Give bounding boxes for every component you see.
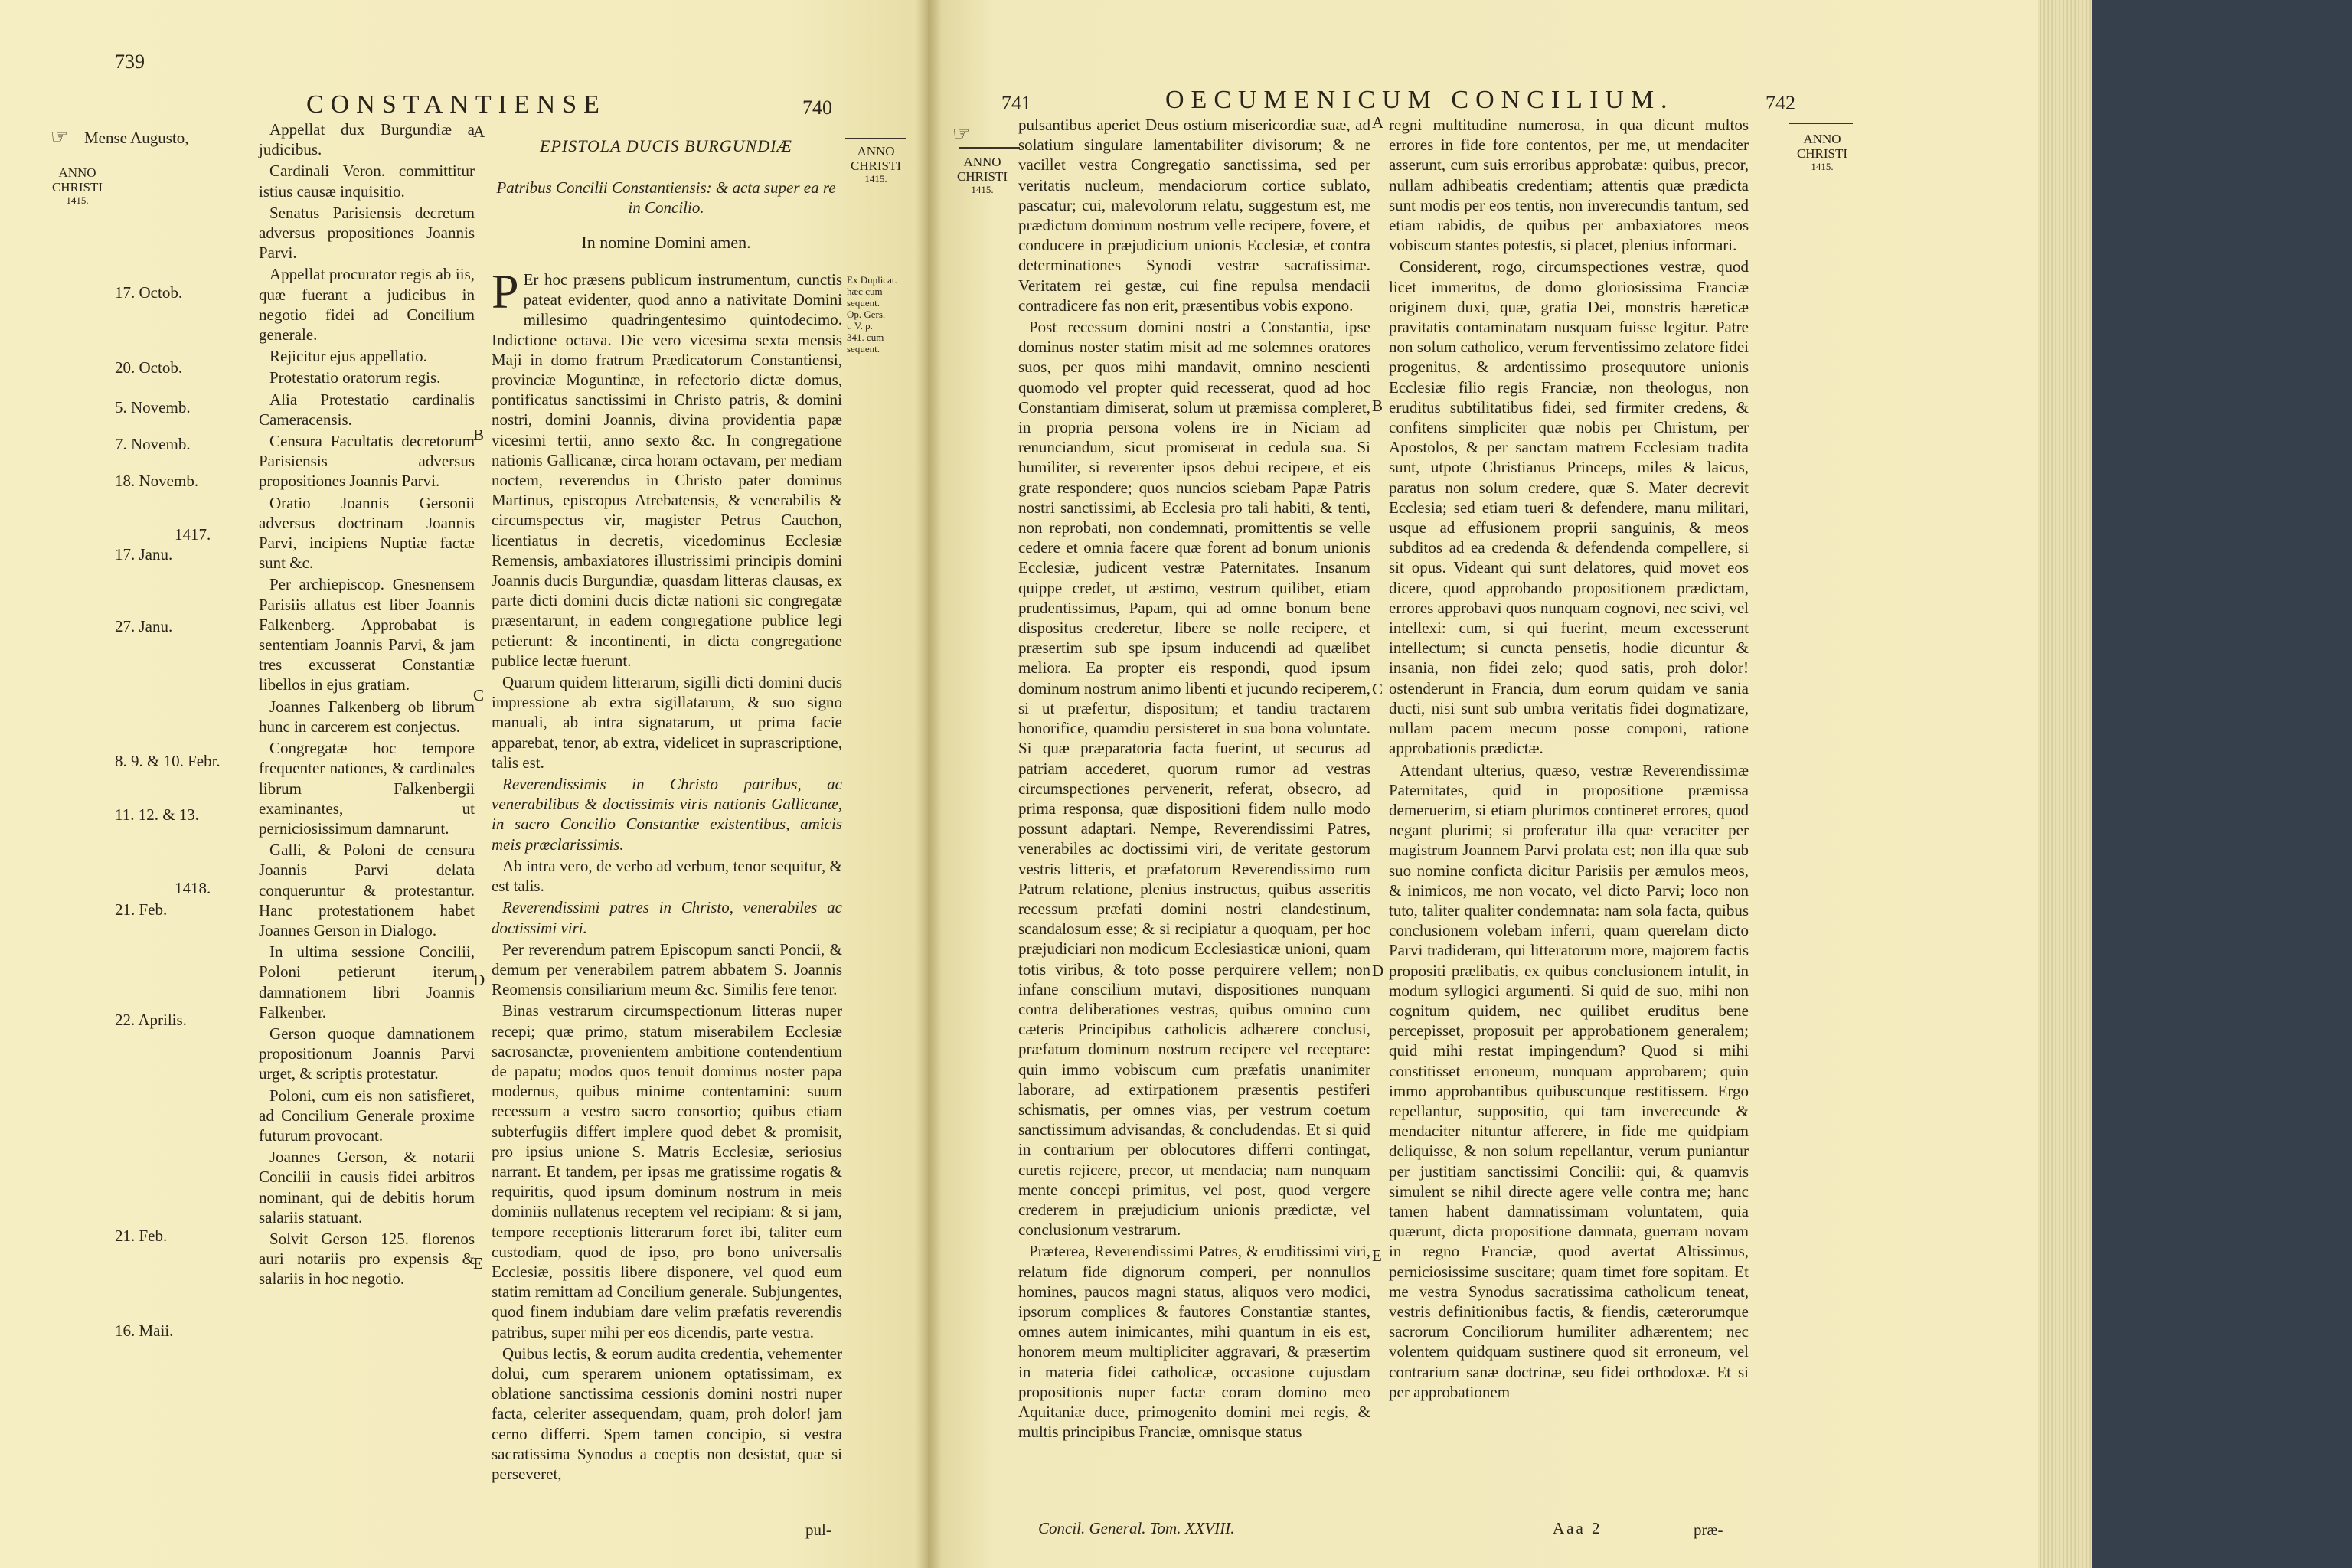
paragraph: Post recessum domini nostri a Constantia, ipse dominus noster statim misit ad me solemnes oratores suos, per quos mihi mandavit, omnino nescienti quomodo vel propter quid recesserat, quod ad hoc Constantiam dimiserat, solum ut præmissa compleret, in propria persona volens ire in Niciam ad renunciandum, sicut promiserat in cedula sua. Si humiliter, si reverenter ipsos debui recipere, et eis grate respondere; quos nuncios sciebam Papæ Patris nostri sanctissimi, ab Ecclesia pro tali habiti, & tenti, non reprobati, non condemnati, promittentis se velle cedere et omnia facere quæ forent ad bonum unionis Ecclesiæ, judicent vestræ Paternitates. Insanum quippe credet, ut æstimo, vestrum quilibet, etiam prudentissimus, Papam, qui ad omne bonum bene dispositus crederetur, libere se nolle recipere, et præsertim sub spe ipsum inducendi ad quælibet meliora. Ea propter eis respondi, quod ipsum dominum nostrum animo libenti et jucundo reciperem, si ut præfertur, dispositum; et tandiu tractarem honorifice, quamdiu persisteret in sua bona voluntate. Si quæ præparatoria facta fuerint, ut securus ad patriam accederet, quorum rumor ad vestras circumspectiones pervenerit, referat, obsecro, ad prima responsa, quæ dispositioni fidem nullo modo possunt adaptari. Nempe, Reverendissimi Patres, venerabiles ac doctissimi viri, de veritate gestorum vestris litteris, et præfatorum Reverendissimo rum Patrum relatione, plenius instructus, quibus asseritis recessum præfati domini nostri clandestinum, scandalosum esse; & si recipiatur a quoquam, per hoc præjudiciari non modicum Ecclesiasticæ unioni, quam totis viribus, & toto posse perquirere vellem; non infane conscilium mutavi, dispositiones nunquam contra deliberationes vestras, quibus omnino cum cæteris Principibus catholicis adhærere conclusi, præfatum dominum nostrum recipere vel receptare: quin immo vobiscum cum præfatis unanimiter laborare, ad extirpationem præsentis pestiferi schismatis, per omnes vias, per vestrum coetum sanctissimum advisandas, & concludendas. Et si quid in contrarium per oblocutores differri contingat, curetis rejicere, precor, ut mendacia; nam nunquam mente concepi primitus, vel post, quod vergere crederem in præjudicium unionis prædictæ, vel conclusionum vestrarum. — [1018, 318, 1370, 1240]
date-label: 17. Octob. — [115, 283, 183, 302]
summary-entry: Galli, & Poloni de censura Joannis Parvi delata conqueruntur & protestantur. Hanc protestationem habet Joannes Gerson in Dialogo. — [259, 841, 475, 939]
date-label: 7. Novemb. — [115, 435, 191, 453]
anno-christi-label: ANNO CHRISTI 1415. — [51, 165, 103, 206]
paragraph: Er hoc præsens publicum instrumentum, cunctis pateat evidenter, quod anno a nativitate Domini millesimo quadringentesimo quintodecimo. Indictione octava. Die vero vicesima sexta mensis Maji in domo fratrum Prædicatorum Constantiensi, provinciæ Moguntinæ, in refectorio dictæ domus, pontificatus sanctissimi in Christo patris, & domini nostri, domini Joannis, divina providentia papæ vicesimi tertii, anno sexto &c. In congregatione nationis Gallicanæ, circa horam octavam, per mediam noctem, reverendus in Christo pater dominus Martinus, episcopus Atrebatensis, & venerabilis & circumspectus vir, magister Petrus Cauchon, licentiatus in decretis, vicedominus Ecclesiæ Remensis, ambaxiatores illustrissimi principis domini Joannis ducis Burgundiæ, quasdam litteras clausas, ex parte dicti domini ducis dictæ nationi sic congregatæ præsentarunt, in eadem congregatione publice legi petierunt: & incontinenti, in dicta congregatione publice lectæ fuerunt. — [492, 270, 842, 670]
anno-christi-label: ANNO CHRISTI 1415. — [956, 155, 1008, 195]
margin-letter: E — [473, 1254, 483, 1272]
page-number: 741 — [1001, 92, 1031, 114]
paragraph: pulsantibus aperiet Deus ostium misericordiæ suæ, ad solatium singulare lamentabiliter divisorum; & ne vacillet vestra Congregatio sanctissima, sed per veritatis nucleum, mendaciorum cortice sublato, pascatur; cui, malevolorum relatu, suggestum est, me prædictum dominum nostrum velle recipere, fovere, et conducere in præjudicium unionis Ecclesiæ, et contra determinationes Synodi vestræ sacratissimæ. Veritatem rei gestæ, cui fine repulsa mendacii contradicere fas non erit, præsentibus vobis expono. — [1018, 116, 1370, 315]
date-label: 21. Feb. — [115, 900, 168, 919]
summary-entry: Appellat dux Burgundiæ a judicibus. — [259, 120, 475, 159]
summary-entry: Poloni, cum eis non satisfieret, ad Concilium Generale proxime futurum provocant. — [259, 1086, 475, 1145]
date-label: 5. Novemb. — [115, 398, 191, 416]
paragraph: Reverendissimi patres in Christo, venerabiles ac doctissimi viri. — [492, 898, 842, 937]
summary-entry: Senatus Parisiensis decretum adversus propositiones Joannis Parvi. — [259, 203, 475, 263]
summary-entry: Oratio Joannis Gersonii adversus doctrinam Joannis Parvi, incipiens Nuptiæ factæ sunt &c. — [259, 493, 475, 573]
paragraph: Per reverendum patrem Episcopum sancti Poncii, & demum per venerabilem patrem abbatem S. Joannis Reomensis consiliarium meum &c. Similis fere tenor. — [492, 939, 842, 999]
date-label: 22. Aprilis. — [115, 1011, 187, 1029]
margin-letter: E — [1372, 1246, 1382, 1265]
date-label: 1417. — [175, 525, 211, 544]
summary-entry: In ultima sessione Concilii, Poloni petierunt iterum damnationem libri Joannis Falkenber. — [259, 942, 475, 1021]
paragraph: Ab intra vero, de verbo ad verbum, tenor sequitur, & est talis. — [492, 856, 842, 896]
summary-entry: Censura Facultatis decretorum Parisiensis adversus propositiones Joannis Parvi. — [259, 432, 475, 491]
summary-entry: Gerson quoque damnationem propositionum Joannis Parvi urget, & scriptis protestatur. — [259, 1024, 475, 1083]
paragraph: regni multitudine numerosa, in qua dicunt multos errores in fide fore contentos, per me, ut mendaciter asserunt, cum suis erroribus approbatæ: quibus, precor, nullam adhibeatis credentiam; attentis quæ prædicta sunt modis per eos tentis, non inverecundis tantum, sed etiam rabidis, de quibus per ambaxiatores meos vobiscum stantes potestis, si placet, plenius informari. — [1389, 116, 1749, 255]
side-note: Ex Duplicat. hæc cum sequent. Op. Gers. t. V. p. 341. cum sequent. — [847, 274, 897, 354]
epistola-subtitle: Patribus Concilii Constantiensis: & acta super ea re in Concilio. — [496, 178, 836, 217]
summary-entry: Joannes Gerson, & notarii Concilii in causis fidei arbitros nominant, qui de debitis horum salariis statuant. — [259, 1148, 475, 1227]
summary-entry: Solvit Gerson 125. florenos auri notariis pro expensis & salariis in hoc negotio. — [259, 1229, 475, 1289]
paragraph: Quarum quidem litterarum, sigilli dicti domini ducis impressione ab extra sigillatarum, & suo signo manuali, ab intra signatarum, ut prima facie apparebat, tenor, ab extra, videlicet in suprascriptione, talis est. — [492, 673, 842, 772]
signature-mark: Aaa 2 — [1553, 1519, 1602, 1537]
book-cover-board — [2092, 0, 2352, 1568]
date-label: 18. Novemb. — [115, 472, 199, 490]
catchword: præ- — [1694, 1521, 1723, 1539]
paragraph: Quibus lectis, & eorum audita credentia, vehementer dolui, cum sperarem unionem optatissimam, ex oblatione sanctissima cessionis domini nostri nuper facta, celeriter assequendam, quam, proh dolor! jam cerno differri. Spem tamen concipio, si vestra sacratissima Synodus a coeptis non desistat, quæ si perseveret, — [492, 1344, 842, 1483]
summary-entry: Joannes Falkenberg ob librum hunc in carcerem est conjectus. — [259, 697, 475, 736]
invocation: In nomine Domini amen. — [581, 233, 751, 252]
margin-letter: B — [1372, 397, 1383, 415]
paragraph: Considerent, rogo, circumspectiones vestræ, quod licet immeritus, de domo gloriosissima Franciæ originem duxi, quæ, gratia Dei, monstris hæreticæ pravitatis contaminatam nusquam fuisse legitur. Patre non solum catholico, verum ferventissimo zelatore fidei progenitus, & ardentissimo prosequutore unionis Ecclesiæ filio regis Franciæ, non theologus, non eruditus subtilitatibus fidei, sed firmiter credens, & confitens simpliciter quæ nobis per Christum, per Apostolos, & per sanctam matrem Ecclesiam tradita sunt, utpote Christianus Princeps, miles & laicus, paratus non solum credere, quæ S. Mater decrevit Ecclesia; sed etiam tueri & defendere, manu militari, usque ad effusionem proprii sanguinis, & meos subditos ad ea credenda & defendenda compellere, si sit opus. Videant qui sunt delatores, quid movet eos dicere, quod approbando propositionem prædictam, errores approbavi quos nunquam cognovi, nec scivi, vel intellexi: cum, si qui fuerint, meum excesserunt intellectum; si cuncta pensetis, hodie dicuntur & insania, non fidei zelo; quod satis, proh dolor! ostenderunt in Francia, dum eorum quidam ve sania ducti, nisi sunt sub umbra veritatis fidei dogmatizare, nullam pacem mecum posse componi, ratione approbationis prædictæ. — [1389, 257, 1749, 758]
margin-letter: C — [473, 686, 485, 704]
running-header: OECUMENICUM CONCILIUM. — [1165, 86, 1674, 114]
footer-volume: Concil. General. Tom. XXVIII. — [1038, 1519, 1235, 1537]
anno-christi-label: ANNO CHRISTI 1415. — [1796, 132, 1848, 172]
margin-letter: D — [473, 971, 485, 989]
divider — [845, 138, 906, 139]
summary-entry: Appellat procurator regis ab iis, quæ fuerant a judicibus in negotio fidei ad Concilium generale. — [259, 265, 475, 345]
date-label: 21. Feb. — [115, 1227, 168, 1245]
book-gutter — [916, 0, 942, 1568]
main-text-column — [492, 264, 842, 1485]
paragraph: Præterea, Reverendissimi Patres, & eruditissimi viri, relatum fide dignorum comperi, per nonnullos homines, paucos magni status, aliquos vero modici, ipsorum complices & fautores Constantiæ stantes, omnes autem inimicantes, mihi quantum in eis est, honorem meum multipliciter aggravari, & præsertim in materia fidei catholicæ, occasione cujusdam propositionis nuper factæ coram domino meo Aquitaniæ duce, primogenito domini mei regis, & multis principibus Franciæ, omnisque status — [1018, 1242, 1370, 1442]
pointing-hand-icon: ☞ — [952, 122, 971, 145]
epistola-title: EPISTOLA DUCIS BURGUNDIÆ — [540, 136, 792, 155]
paragraph: Attendant ulterius, quæso, vestræ Reverendissimæ Paternitates, quid in propositione præmissa demeruerim, si etiam plurimos contineret errores, quod negant plurimi; si proferatur illa quæ veraciter per magistrum Joannem Parvi prolata est; non illa quæ sub suo nomine conficta dicitur Parisiis per æmulos meos, & inimicos, me non vocato, vel dicto Parvi; loco non tuto, taliter qualiter condemnata: nam sola facta, quibus conclusionem volebam inferri, quam querelam dicto Parvi tradideram, qui litteratorum more, majorem factis propositi prælibatis, ex quibus conclusionem intulit, in modum syllogici argumenti. Si quid de suo, mihi non cognitum quidem, nec quilibet eruditus bene percepisset, proposuit per approbationem generalem; quid mihi restat impingendum? Quod si mihi constitisset erroneum, nunquam approbarem; quin immo approbantibus quibuscunque restitissem. Ergo repellantur, suppositio, qui tam inverecunde & mendaciter nituntur afferere, in fide me quidpiam deliquisse, & non solum repellantur, verum puniantur per justitiam sanctissimi Concilii: qui, & quamvis simulent se nihil directe agere velle contra me; hanc tamen habent damnatissimam voluntatem, quia quærunt, dicta propositione damnata, guerram novam in regno Franciæ, quod avertat Altissimus, perniciosissime suscitare; quam timet fore sopitam. Et me vestra Synodus sacratissima catholicum teneat, vestris definitionibus factis, & fiendis, cæterorumque sacrorum Conciliorum humiliter adhærentem; nec volentem quidquam sustinere quod sit erroneum, vel contrarium sanæ doctrinæ, seu fidei orthodoxæ. Et si per approbationem — [1389, 760, 1749, 1401]
pointing-hand-icon: ☞ — [51, 126, 69, 148]
summary-column — [259, 119, 475, 1291]
date-label: 16. Maii. — [115, 1321, 174, 1340]
page-number: 742 — [1766, 92, 1795, 114]
page-number: 739 — [115, 51, 145, 73]
date-label: 1418. — [175, 879, 211, 897]
paragraph: Reverendissimis in Christo patribus, ac venerabilibus & doctissimis viris nationis Gallicanæ, in sacro Concilio Constantiæ existentibus, amicis meis præclarissimis. — [492, 775, 842, 854]
summary-entry: Per archiepiscop. Gnesnensem Parisiis allatus est liber Joannis Falkenberg. Approbabat is sententiam Joannis Parvi, & jam tres excusserat Constantiæ libellos in ejus gratiam. — [259, 575, 475, 694]
anno-christi-label: ANNO CHRISTI 1415. — [850, 144, 902, 185]
margin-letter: B — [473, 426, 485, 444]
paragraph: Binas vestrarum circumspectionum litteras nuper recepi; quæ primo, statum miserabilem Ecclesiæ sacrosanctæ, provenientem ambitione contendentium de papatu; modos quos tenuit dominus noster papa modernus, quibus minime contentamini: suum recessum a vestro sacro consortio; quibus etiam subterfugiis differt implere quod debet & promisit, pro ipsius unione S. Matris Ecclesiæ, seriosius narrant. Et tandem, per ipsas me gratissime rogatis & requiritis, quod ipsum dominum nostrum in meis dominiis nullatenus receptem vel recipiam: & si jam, tempore receptionis litterarum foret ibi, taliter eum custodiam, quod de ipso, pro bono universalis Ecclesiæ, possitis libere disponere, vel quod eum statim remittam ad Concilium generale. Subjungentes, quod finem indubiam dare velim præfatis reverendis patribus, super mihi per eos dicendis, parte vestra. — [492, 1001, 842, 1341]
date-label: 27. Janu. — [115, 617, 173, 635]
text-column-2 — [1389, 115, 1749, 1403]
catchword: pul- — [805, 1521, 831, 1539]
summary-entry: Cardinali Veron. committitur istius causæ inquisitio. — [259, 162, 475, 201]
date-label: 11. 12. & 13. — [115, 805, 200, 824]
margin-letter: A — [1372, 113, 1384, 132]
drop-cap: P — [492, 264, 519, 318]
running-header: CONSTANTIENSE — [306, 90, 606, 119]
month-note: Mense Augusto, — [84, 129, 189, 147]
date-label: 20. Octob. — [115, 358, 183, 377]
margin-letter: C — [1372, 680, 1383, 698]
divider — [1788, 122, 1853, 124]
page-number: 740 — [802, 96, 832, 119]
divider — [959, 147, 1020, 149]
date-label: 17. Janu. — [115, 545, 173, 564]
page-edges — [2038, 0, 2092, 1568]
summary-entry: Alia Protestatio cardinalis Cameracensis. — [259, 390, 475, 429]
summary-entry: Congregatæ hoc tempore frequenter nationes, & cardinales librum Falkenbergii examinantes, ut perniciosissimum damnarunt. — [259, 739, 475, 838]
summary-entry: Rejicitur ejus appellatio. — [270, 347, 427, 366]
right-page — [928, 0, 2038, 1568]
margin-letter: D — [1372, 962, 1384, 980]
summary-entry: Protestatio oratorum regis. — [270, 368, 441, 387]
margin-letter: A — [473, 122, 485, 141]
left-page — [0, 0, 928, 1568]
date-label: 8. 9. & 10. Febr. — [115, 752, 220, 770]
text-column-1 — [1018, 115, 1370, 1443]
